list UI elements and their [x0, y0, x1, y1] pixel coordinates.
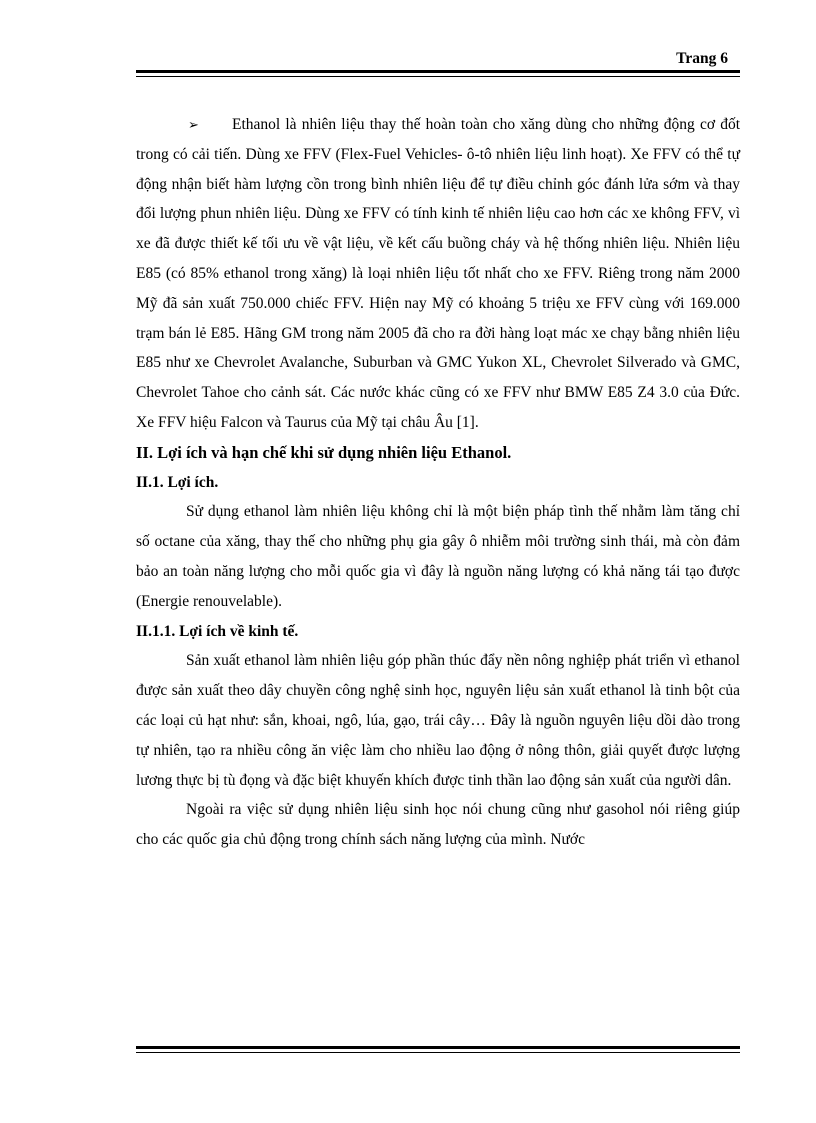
- economic-paragraph: Sản xuất ethanol làm nhiên liệu góp phần thúc đẩy nền nông nghiệp phát triển vì ethanol được sản xuất theo dây chuyền công nghệ sinh học, nguyên liệu sản xuất ethanol là tinh bột của các loại củ hạt như: sắn, khoai, ngô, lúa, gạo, trái cây… Đây là nguồn nguyên liệu dồi dào trong tự nhiên, tạo ra nhiều công ăn việc làm cho nhiều lao động ở nông thôn, giải quyết được lượng lương thực bị tù đọng và đặc biệt khuyến khích được tinh thần lao động sản xuất của người dân.: [136, 652, 740, 789]
- section-heading-2: II. Lợi ích và hạn chế khi sử dụng nhiên liệu Ethanol.: [136, 442, 512, 462]
- ffv-paragraph-text: Ethanol là nhiên liệu thay thế hoàn toàn cho xăng dùng cho những động cơ đốt trong có cải tiến. Dùng xe FFV (Flex-Fuel Vehicles- ô-tô nhiên liệu linh hoạt). Xe FFV có thể tự động nhận biết hàm lượng cồn trong bình nhiên liệu để tự điều chỉnh góc đánh lửa sớm và thay đổi lượng phun nhiên liệu. Dùng xe FFV có tính kinh tế nhiên liệu cao hơn các xe không FFV, vì xe đã được thiết kế tối ưu về vật liệu, về kết cấu buồng cháy và hệ thống nhiên liệu. Nhiên liệu E85 (có 85% ethanol trong xăng) là loại nhiên liệu tốt nhất cho xe FFV. Riêng trong năm 2000 Mỹ đã sản xuất 750.000 chiếc FFV. Hiện nay Mỹ có khoảng 5 triệu xe FFV cùng với 169.000 trạm bán lẻ E85. Hãng GM trong năm 2005 đã cho ra đời hàng loạt mác xe chạy bằng nhiên liệu E85 như xe Chevrolet Avalanche, Suburban và GMC Yukon XL, Chevrolet Silverado và GMC, Chevrolet Tahoe cho cảnh sát. Các nước khác cũng có xe FFV như BMW E85 Z4 3.0 của Đức. Xe FFV hiệu Falcon và Taurus của Mỹ tại châu Âu [1].: [136, 116, 740, 431]
- benefit-paragraph: Sử dụng ethanol làm nhiên liệu không chỉ là một biện pháp tình thế nhằm làm tăng chỉ số octane của xăng, thay thế cho những phụ gia gây ô nhiễm môi trường sinh thái, mà còn đảm bảo an toàn năng lượng cho mỗi quốc gia vì đây là nguồn năng lượng có khả năng tái tạo được (Energie renouvelable).: [136, 503, 740, 610]
- footer-rule: [136, 1046, 740, 1053]
- section-heading-2-1: II.1. Lợi ích.: [136, 473, 219, 491]
- header-rule: [136, 70, 740, 77]
- ffv-paragraph: [136, 110, 740, 438]
- page-content: [136, 110, 740, 855]
- gasohol-paragraph: Ngoài ra việc sử dụng nhiên liệu sinh học nói chung cũng như gasohol nói riêng giúp cho các quốc gia chủ động trong chính sách năng lượng của mình. Nước: [136, 801, 740, 849]
- section-heading-2-1-1: II.1.1. Lợi ích về kinh tế.: [136, 622, 299, 640]
- page-number-label: Trang 6: [676, 50, 728, 67]
- arrow-bullet-icon: ➢: [188, 117, 199, 132]
